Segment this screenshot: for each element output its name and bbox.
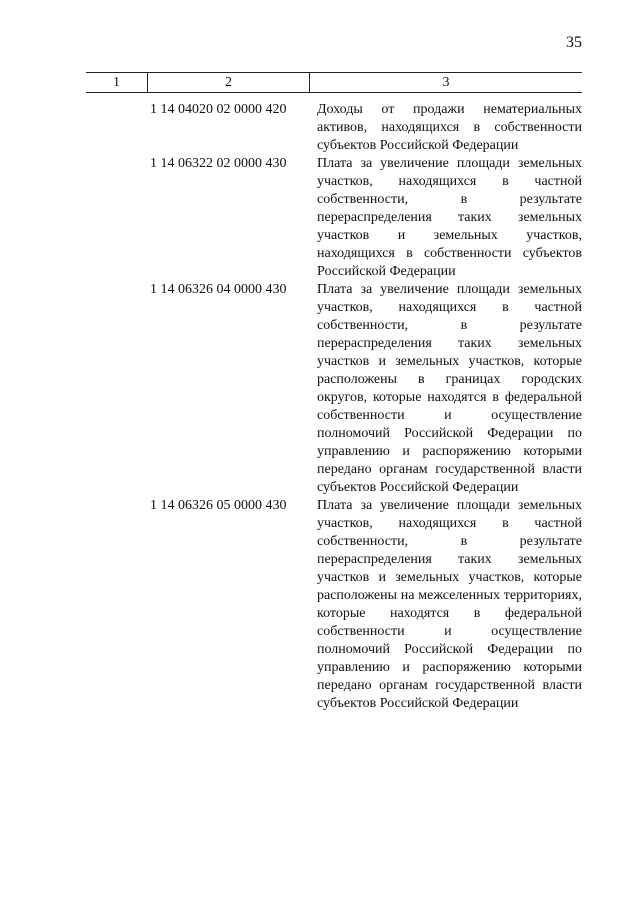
income-description: Плата за увеличение площади земельных участков, находящихся в частной собственности, в результате перераспределения таких земельных участков и земельных участков, которые расположены в границах городских округов, которые находятся в федеральной собственности и осуществление полномочий Российской Федерации по управлению и распоряжению которыми передано органам государственной власти субъектов Российской Федерации	[317, 282, 582, 495]
income-description: Плата за увеличение площади земельных участков, находящихся в частной собственности, в результате перераспределения таких земельных участков и земельных участков, которые расположены на межселенных территориях, которые находятся в федеральной собственности и осуществление полномочий Российской Федерации по управлению и распоряжению которыми передано органам государственной власти субъектов Российской Федерации	[317, 498, 582, 711]
budget-code: 1 14 06322 02 0000 430	[150, 156, 287, 171]
column-header-2: 2	[148, 73, 310, 92]
table-row	[150, 155, 584, 281]
income-description: Плата за увеличение площади земельных участков, находящихся в частной собственности, в результате перераспределения таких земельных участков и земельных участков, находящихся в собственности субъектов Российской Федерации	[317, 156, 582, 279]
column-header-1: 1	[86, 73, 148, 92]
income-description: Доходы от продажи нематериальных активов, находящихся в собственности субъектов Российской Федерации	[317, 102, 582, 153]
table-row	[150, 101, 584, 155]
column-header-3: 3	[442, 74, 450, 90]
table-row	[150, 497, 584, 713]
budget-code: 1 14 06326 05 0000 430	[150, 498, 287, 513]
budget-code: 1 14 06326 04 0000 430	[150, 282, 287, 297]
table-row	[150, 281, 584, 497]
page-number: 35	[566, 34, 582, 51]
table-header	[86, 72, 582, 93]
budget-code: 1 14 04020 02 0000 420	[150, 102, 287, 117]
table-body	[150, 101, 584, 713]
